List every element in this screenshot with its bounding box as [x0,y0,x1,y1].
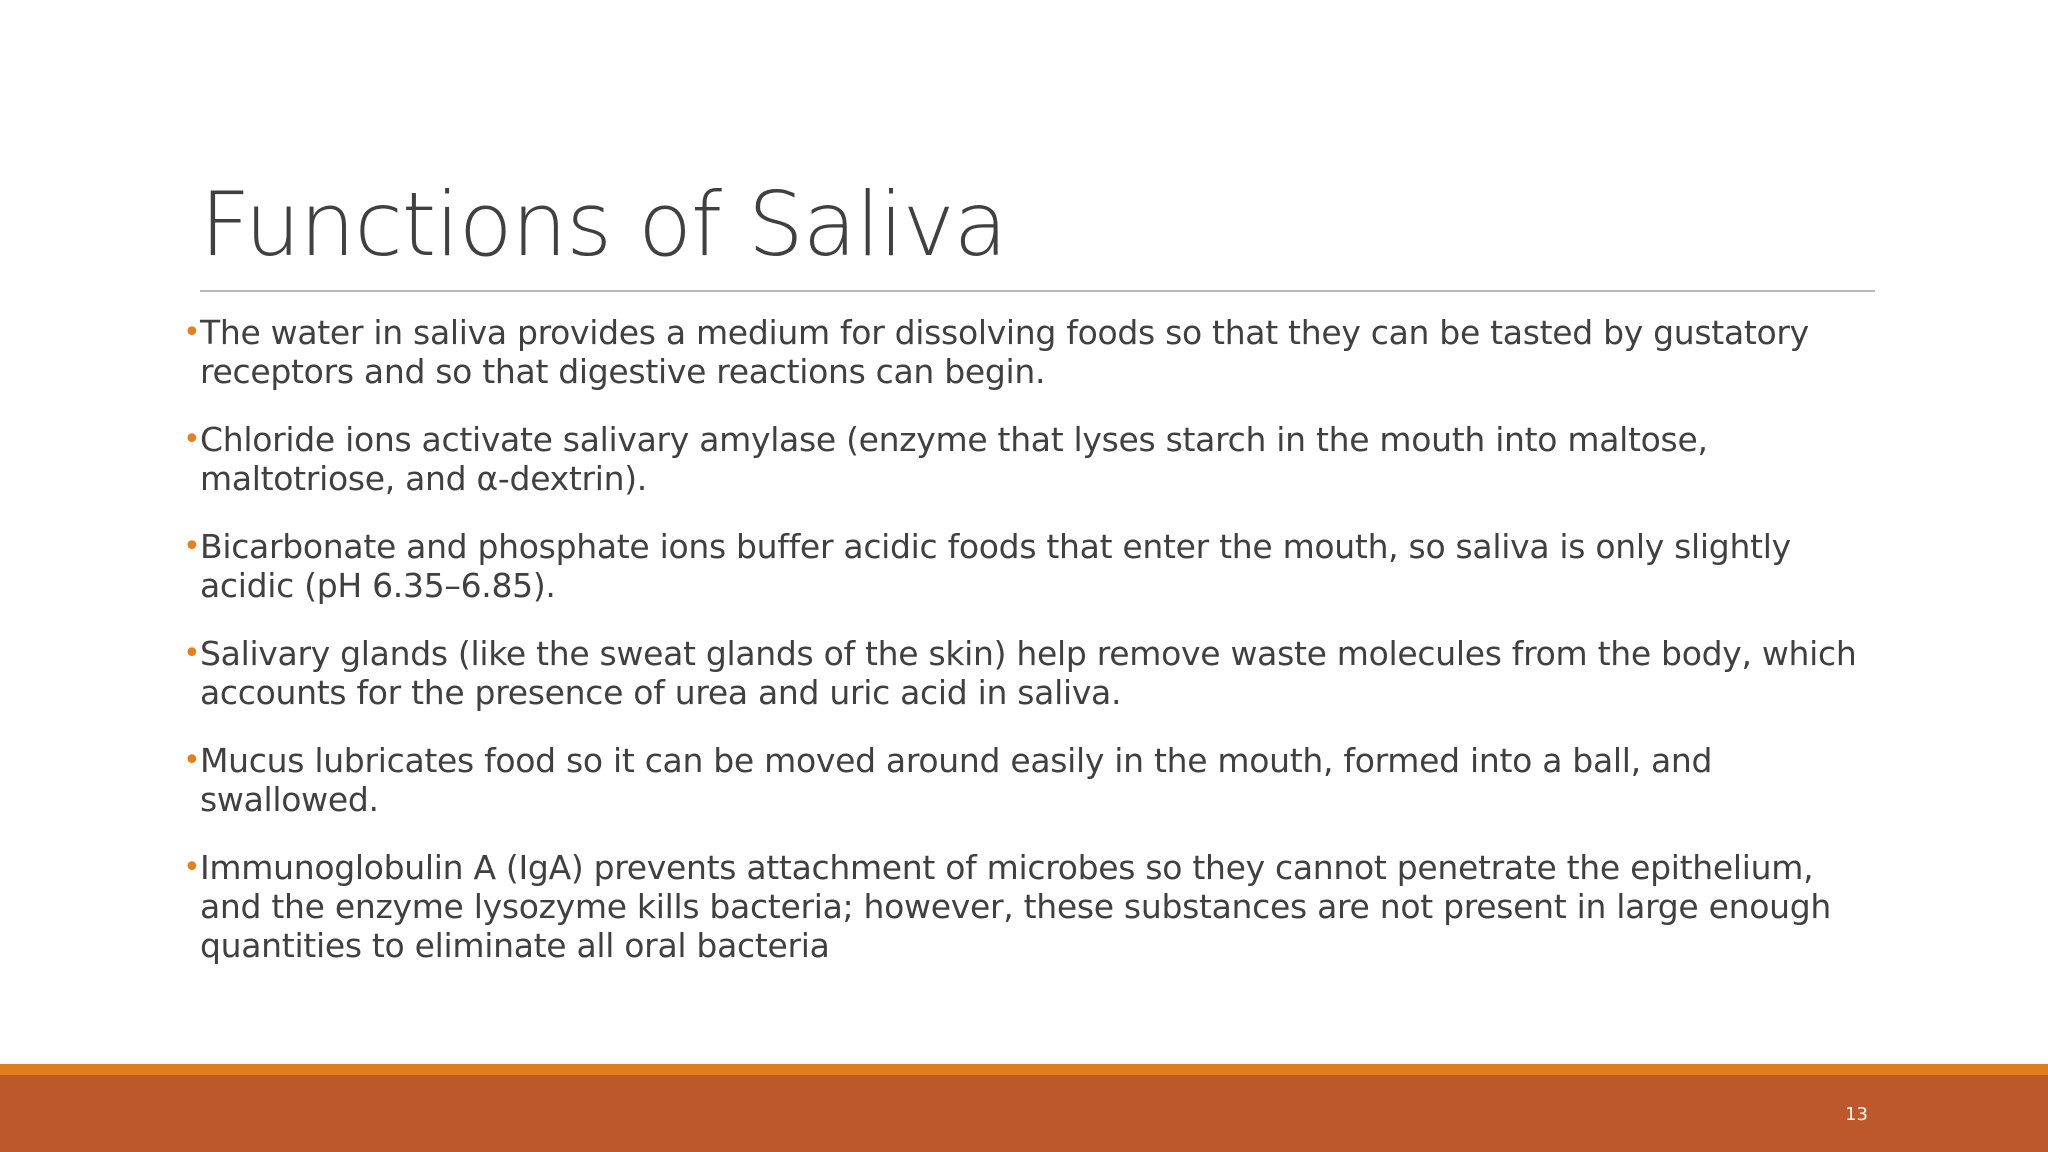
page-number: 13 [1845,1104,1868,1125]
bullet-text: Chloride ions activate salivary amylase (enzyme that lyses starch in the mouth into maltose, maltotriose, and α-dextrin). [200,420,1708,498]
bullet-text: The water in saliva provides a medium for dissolving foods so that they can be tasted by gustatory receptors and so that digestive reactions can begin. [200,313,1809,391]
bullet-icon: • [183,315,201,350]
bullet-text: Mucus lubricates food so it can be moved around easily in the mouth, formed into a ball, and swallowed. [200,741,1713,819]
bullet-icon: • [183,743,201,778]
bullet-text: Bicarbonate and phosphate ions buffer acidic foods that enter the mouth, so saliva is only slightly acidic (pH 6.35–6.85). [200,527,1791,605]
slide-title: Functions of Saliva [200,173,1007,276]
title-divider [200,290,1875,292]
bullet-item [183,741,1883,819]
bullet-icon: • [183,636,201,671]
bullet-icon: • [183,529,201,564]
bullet-icon: • [183,422,201,457]
bullet-item [183,527,1883,605]
bullet-text: Immunoglobulin A (IgA) prevents attachment of microbes so they cannot penetrate the epithelium, and the enzyme lysozyme kills bacteria; however, these substances are not present in large enough quantities to eliminate all oral bacteria [200,848,1831,965]
bullet-icon: • [183,850,201,885]
bullet-list [183,313,1883,994]
bullet-item [183,420,1883,498]
footer-accent-stripe [0,1064,2048,1075]
bullet-text: Salivary glands (like the sweat glands of the skin) help remove waste molecules from the body, which accounts for the presence of urea and uric acid in saliva. [200,634,1857,712]
footer-bar [0,1075,2048,1152]
bullet-item [183,634,1883,712]
bullet-item [183,313,1883,391]
bullet-item [183,848,1883,965]
